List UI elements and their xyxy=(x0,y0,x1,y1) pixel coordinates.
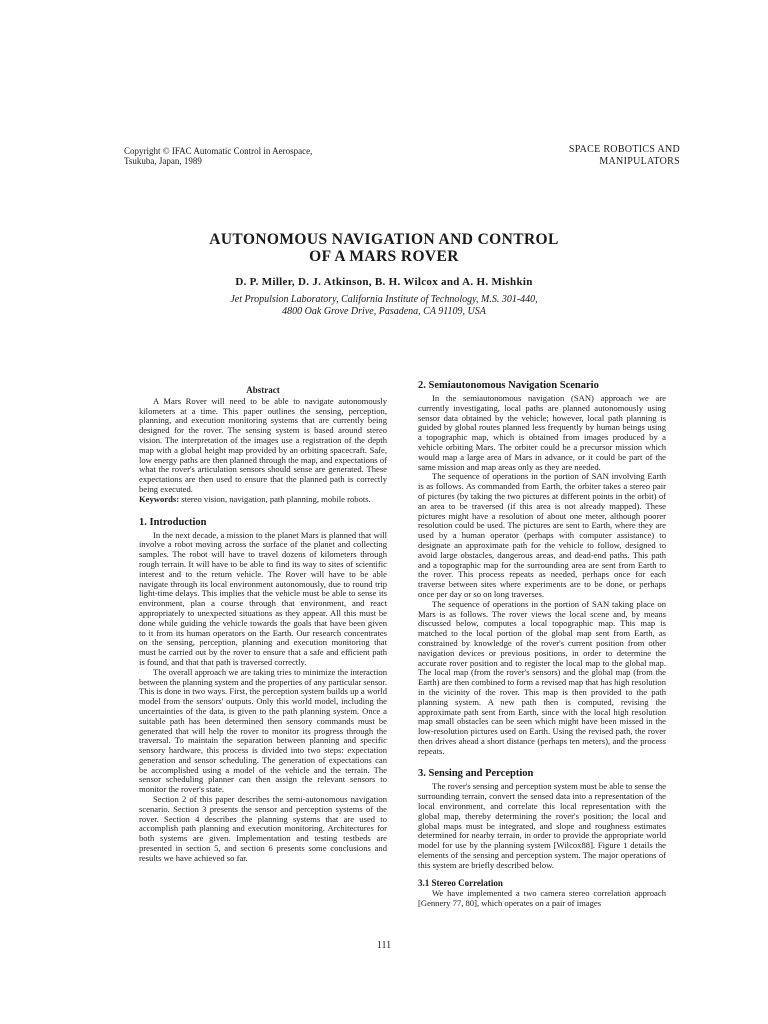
intro-paragraph-1: In the next decade, a mission to the planet Mars is planned that will involve a robot moving across the surface of the planet and collecting samples. The robot will have to travel dozens of kilometers through rough terrain. It will have to be able to find its way to sites of scientific interest and to the return vehicle. The Rover will have to be able navigate through its local environment autonomously, due to round trip light-time delays. This implies that the vehicle must be able to sense its environment, plan a course through that environment, and react appropriately to unexpected situations as they appear. All this must be done while guiding the vehicle towards the goals that have been given to it from its human operators on the Earth. Our research concentrates on the sensing, perception, planning and execution monitoring that must be carried out by the rover to ensure that a safe and efficient path is found, and that that path is traversed correctly. xyxy=(139,529,387,667)
section-heading-introduction: 1. Introduction xyxy=(139,516,207,528)
intro-paragraph-3: Section 2 of this paper describes the semi-autonomous navigation scenario. Section 3 presents the sensor and perception systems of the rover. Section 4 describes the planning systems that are used to accomplish path planning and execution monitoring. Architectures for both systems are given. Implementation and testing testbeds are presented in section 5, and section 6 presents some conclusions and results we have achieved so far. xyxy=(139,794,387,863)
title-line-1: AUTONOMOUS NAVIGATION AND CONTROL xyxy=(209,231,559,248)
affiliation-line-2: 4800 Oak Grove Drive, Pasadena, CA 91109, USA xyxy=(282,306,486,317)
page-number: 111 xyxy=(376,940,392,951)
right-column xyxy=(418,380,666,909)
keywords xyxy=(139,495,387,505)
keywords-label: Keywords: xyxy=(139,493,180,504)
intro-paragraph-2: The overall approach we are taking tries to minimize the interaction between the planning system and the properties of any particular sensor. This is done in two ways. First, the perception system builds up a world model from the sensors' outputs. Only this world model, including the uncertainties of the data, is given to the path planning system. Once a suitable path has been determined then sensory commands must be generated that will help the rover to monitor its progress through the traversal. To maintain the separation between planning and specific sensory hardware, this process is divided into two steps: expectation generation and sensor scheduling. The generation of expectations can be accomplished using a model of the vehicle and the terrain. The sensor scheduling planner can then assign the relevant sensors to monitor the rover's state. xyxy=(139,666,387,795)
section-heading-sensing: 3. Sensing and Perception xyxy=(418,768,534,780)
subsection-heading-stereo: 3.1 Stereo Correlation xyxy=(418,877,503,888)
sensing-paragraph-1: The rover's sensing and perception system must be able to sense the surrounding terrain, convert the sensed data into a representation of the local environment, and correlate this local representation with the global map, thereby determining the rover's position; the local and global maps must be integrated, and slope and roughness estimates determined for nearby terrain, in order to provide the appropriate world model for use by the planning system [Wilcox88]. Figure 1 details the elements of the sensing and perception system. The major operations of this system are briefly described below. xyxy=(418,781,666,870)
left-column xyxy=(139,386,387,864)
paper-title xyxy=(100,231,668,265)
series-line-1: SPACE ROBOTICS AND xyxy=(568,144,680,155)
keywords-text: stereo vision, navigation, path planning, mobile robots. xyxy=(181,493,371,504)
series-label xyxy=(500,144,680,168)
stereo-paragraph-1: We have implemented a two camera stereo correlation approach [Gennery 77, 80], which operates on a pair of images xyxy=(418,888,666,909)
affiliation-line-1: Jet Propulsion Laboratory, California Institute of Technology, M.S. 301-440, xyxy=(230,294,538,305)
series-line-2: MANIPULATORS xyxy=(599,156,680,167)
title-line-2: OF A MARS ROVER xyxy=(309,248,459,265)
abstract-heading: Abstract xyxy=(246,385,280,395)
san-paragraph-2: The sequence of operations in the portion of SAN involving Earth is as follows. As commanded from Earth, the orbiter takes a stereo pair of pictures (by taking the two pictures at different points in the orbit) of an area to be traversed (if this area is not already mapped). These pictures might have a resolution of about one meter, although poorer resolution could be used. The pictures are sent to Earth, where they are used by a human operator (perhaps with computer assistance) to designate an approximate path for the vehicle to follow, designed to avoid large obstacles, dangerous areas, and dead-end paths. This path and a topographic map for the surrounding area are sent from Earth to the rover. This process repeats as needed, perhaps once for each traverse between sites where experiments are to be done, or perhaps once per day or so on long traverses. xyxy=(418,471,666,599)
copyright-notice xyxy=(124,146,314,166)
affiliation xyxy=(100,294,668,318)
author-list: D. P. Miller, D. J. Atkinson, B. H. Wilcox and A. H. Mishkin xyxy=(235,276,533,288)
san-paragraph-3: The sequence of operations in the portion of SAN taking place on Mars is as follows. The rover views the local scene and, by means discussed below, computes a local topographic map. This map is matched to the local portion of the global map sent from Earth, as constrained by knowledge of the rover's current position from other navigation devices or previous positions, in order to determine the accurate rover position and to register the local map to the global map. The local map (from the rover's sensors) and the global map (from the Earth) are then combined to form a revised map that has high resolution in the vicinity of the rover. This map is then provided to the path planning system. A new path then is computed, revising the approximate path sent from Earth, since with the local high resolution map small obstacles can be seen which might have been missed in the low-resolution pictures used on Earth. Using the revised path, the rover then drives ahead a short distance (perhaps ten meters), and the process repeats. xyxy=(418,598,666,756)
section-heading-san: 2. Semiautonomous Navigation Scenario xyxy=(418,380,599,391)
abstract-text: A Mars Rover will need to be able to navigate autonomously kilometers at a time. This paper outlines the sensing, perception, planning, and execution monitoring systems that are currently being designed for the rover. The sensing system is based around stereo vision. The interpretation of the images use a registration of the depth map with a global height map provided by an orbiting spacecraft. Safe, low energy paths are then planned through the map, and expectations of what the rover's articulation sensors should sense are generated. These expectations are then used to ensure that the planned path is correctly being executed. xyxy=(139,395,387,494)
copyright-text: Copyright © IFAC Automatic Control in Aerospace, Tsukuba, Japan, 1989 xyxy=(124,146,313,166)
san-paragraph-1: In the semiautonomous navigation (SAN) approach we are currently investigating, local paths are planned autonomously using sensor data obtained by the vehicle; however, local path planning is guided by global routes planned less frequently by human beings using a topographic map, which is obtained from images produced by a vehicle orbiting Mars. The orbiter could be a precursor mission which would map a large area of Mars in advance, or it could be part of the same mission and map areas only as they are needed. xyxy=(418,393,666,472)
